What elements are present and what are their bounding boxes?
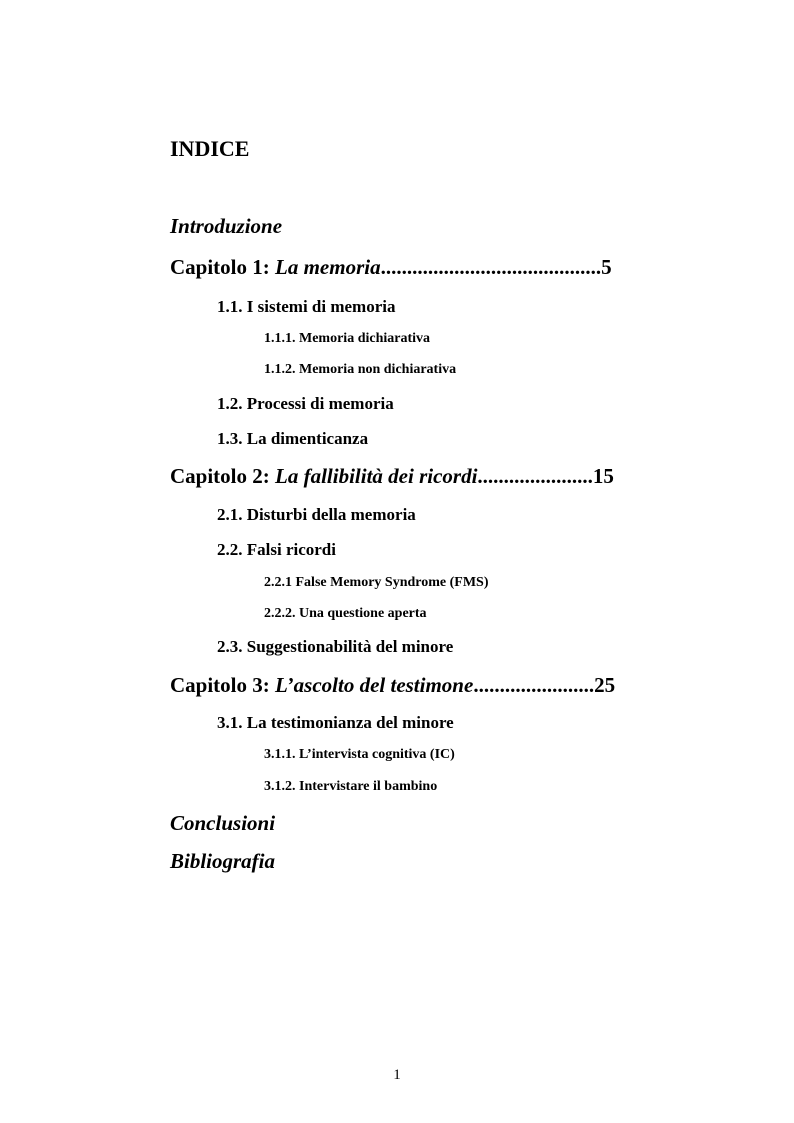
page-title: INDICE xyxy=(170,136,250,161)
leader-dots: ...................... xyxy=(477,464,593,488)
chapter-title: La memoria xyxy=(275,255,381,279)
toc-chapter-1 xyxy=(170,257,612,278)
toc-conclusions: Conclusioni xyxy=(170,811,276,835)
chapter-page: 25 xyxy=(594,673,616,697)
toc-section: 1.2. Processi di memoria xyxy=(217,394,394,413)
toc-subsection: 3.1.2. Intervistare il bambino xyxy=(264,779,438,794)
toc-section: 2.1. Disturbi della memoria xyxy=(217,505,416,524)
toc-subsection: 2.2.1 False Memory Syndrome (FMS) xyxy=(264,575,489,590)
chapter-prefix: Capitolo 2: xyxy=(170,464,275,488)
toc-section: 2.3. Suggestionabilità del minore xyxy=(217,637,454,656)
chapter-prefix: Capitolo 3: xyxy=(170,673,275,697)
leader-dots: .......................................... xyxy=(380,255,602,279)
chapter-title: La fallibilità dei ricordi xyxy=(275,464,478,488)
toc-subsection: 2.2.2. Una questione aperta xyxy=(264,606,427,621)
toc-chapter-3 xyxy=(170,675,615,696)
page-number: 1 xyxy=(393,1067,401,1083)
chapter-prefix: Capitolo 1: xyxy=(170,255,275,279)
chapter-page: 5 xyxy=(601,255,612,279)
toc-section: 1.1. I sistemi di memoria xyxy=(217,297,396,316)
toc-subsection: 3.1.1. L’intervista cognitiva (IC) xyxy=(264,747,455,762)
toc-chapter-2 xyxy=(170,466,614,487)
toc-section: 1.3. La dimenticanza xyxy=(217,429,369,448)
toc-introduction: Introduzione xyxy=(170,214,283,238)
toc-bibliography: Bibliografia xyxy=(170,849,276,873)
toc-subsection: 1.1.1. Memoria dichiarativa xyxy=(264,331,431,346)
toc-section: 2.2. Falsi ricordi xyxy=(217,540,336,559)
chapter-title: L’ascolto del testimone xyxy=(275,673,474,697)
chapter-page: 15 xyxy=(592,464,614,488)
toc-subsection: 1.1.2. Memoria non dichiarativa xyxy=(264,362,457,377)
leader-dots: ....................... xyxy=(473,673,595,697)
toc-section: 3.1. La testimonianza del minore xyxy=(217,713,454,732)
